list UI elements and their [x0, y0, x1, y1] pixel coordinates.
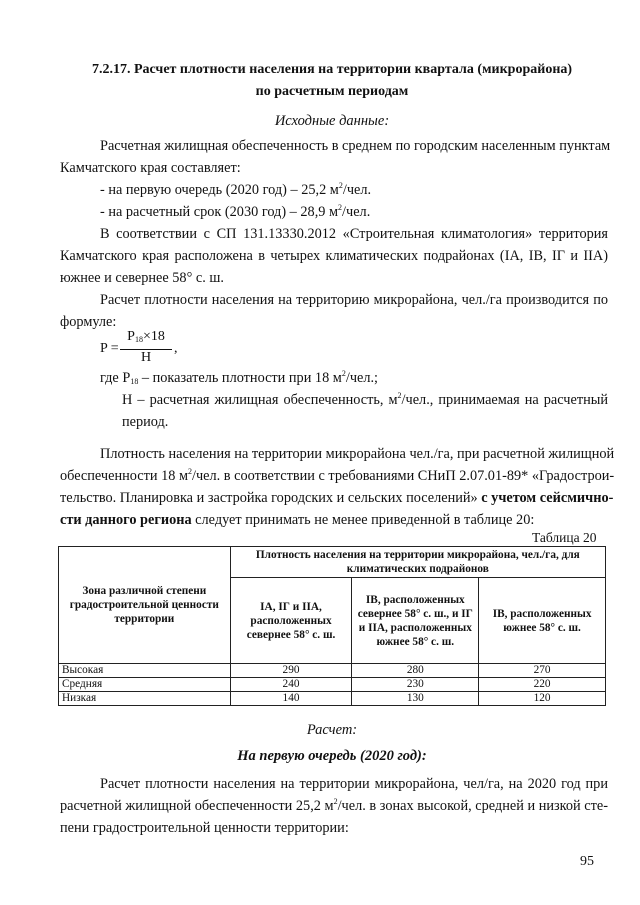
table-header-group: Плотность населения на территории микрорайона, чел./га, для климатических подрайонов — [230, 547, 605, 578]
formula-lhs: P = — [100, 341, 119, 356]
para5-line2-b: /чел. в зонах высокой, средней и низкой сте- — [337, 798, 608, 814]
table-cell-zone: Низкая — [59, 692, 231, 706]
list-item1-suffix: /чел. — [342, 182, 372, 198]
section-heading-line2: по расчетным периодам — [255, 84, 409, 99]
where-h-line1 — [122, 392, 608, 409]
list-item2-suffix: /чел. — [342, 204, 371, 220]
list-item-first-stage — [100, 182, 371, 199]
table-row — [59, 692, 606, 706]
formula-num-var: P — [127, 329, 135, 344]
para3-line1: Расчет плотности населения на территорию микрорайона, чел./га производится по — [100, 292, 608, 308]
para4-line1: Плотность населения на территории микрорайона чел./га, при расчетной жилищной — [100, 446, 615, 462]
where-p18-sub: 18 — [130, 377, 139, 386]
table-caption: Таблица 20 — [532, 530, 597, 545]
para5-line2-sup: 2 — [333, 797, 338, 806]
para4-line3 — [60, 490, 614, 507]
table-cell-value: 140 — [230, 692, 352, 706]
table-cell-value: 230 — [352, 678, 479, 692]
where-h-line2: период. — [122, 414, 169, 430]
where-h-suffix: /чел., принимаемая на расчетный — [401, 392, 608, 408]
para2-line1: В соответствии с СП 131.13330.2012 «Строительная климатология» территория — [100, 226, 608, 242]
para3-line2: формуле: — [60, 314, 117, 330]
density-formula — [100, 328, 220, 368]
formula-num-sub: 18 — [134, 335, 143, 344]
list-item1-text: - на первую очередь (2020 год) – 25,2 м — [100, 182, 339, 198]
para5-line2 — [60, 798, 608, 815]
para2-line2: Камчатского края расположена в четырех климатических подрайонах (IА, IВ, IГ и IIА) — [60, 248, 608, 264]
para4-line2-b: /чел. в соответствии с требованиями СНиП 2.07.01-89* «Градострои- — [192, 468, 615, 484]
formula-numerator — [120, 329, 172, 345]
table-cell-value: 280 — [352, 664, 479, 678]
list-item2-text: - на расчетный срок (2030 год) – 28,9 м — [100, 204, 339, 220]
para2-line3: южнее и севернее 58° с. ш. — [60, 270, 224, 286]
para1-line1: Расчетная жилищная обеспеченность в среднем по городским населенным пунктам — [100, 138, 611, 154]
para4-line2-sup: 2 — [188, 467, 193, 476]
table-cell-zone: Высокая — [59, 664, 231, 678]
table-header-col3: IВ, расположенных южнее 58° с. ш. — [479, 578, 606, 664]
where-p18-prefix: где P — [100, 370, 131, 386]
subtitle-input-data: Исходные данные: — [274, 113, 390, 129]
list-item-design-period — [100, 204, 370, 221]
para5-line1: Расчет плотности населения на территории микрорайона, чел/га, на 2020 год при — [100, 776, 608, 792]
density-table — [58, 546, 606, 706]
para4-line4-normal: следует принимать не менее приведенной в таблице 20: — [191, 512, 535, 528]
para5-line2-a: расчетной жилищной обеспеченности 25,2 м — [60, 798, 334, 814]
table-header-col2: IВ, расположенных севернее 58° с. ш., и IГ и IIА, расположенных южнее 58° с. ш. — [352, 578, 479, 664]
table-header-col1: IА, IГ и IIА, расположенных севернее 58° с. ш. — [230, 578, 352, 664]
table-header-zone: Зона различной степени градостроительной ценности территории — [59, 547, 231, 664]
formula-num-rest: ×18 — [142, 329, 165, 344]
table-cell-value: 270 — [479, 664, 606, 678]
table-cell-value: 130 — [352, 692, 479, 706]
where-p18-text: – показатель плотности при 18 м — [138, 370, 342, 386]
where-p18-line — [100, 370, 378, 387]
table-row — [59, 678, 606, 692]
formula-denominator: H — [140, 350, 152, 365]
table-cell-zone: Средняя — [59, 678, 231, 692]
para4-line2-a: обеспеченности 18 м — [60, 468, 189, 484]
table-cell-value: 240 — [230, 678, 352, 692]
para4-line3-normal: тельство. Планировка и застройка городских и сельских поселений» — [60, 490, 482, 506]
para5-line3: пени градостроительной ценности территории: — [60, 820, 349, 836]
table-row — [59, 664, 606, 678]
where-p18-sup: 2 — [341, 369, 346, 378]
formula-comma: , — [174, 341, 178, 356]
page-number: 95 — [580, 854, 594, 869]
para4-line4 — [60, 512, 534, 529]
table-cell-value: 290 — [230, 664, 352, 678]
table-cell-value: 120 — [479, 692, 606, 706]
para4-line2 — [60, 467, 615, 485]
table-cell-value: 220 — [479, 678, 606, 692]
para1-line2: Камчатского края составляет: — [60, 160, 241, 176]
list-item2-sup: 2 — [338, 203, 343, 212]
subtitle-calculation: Расчет: — [306, 722, 358, 738]
subtitle-first-stage: На первую очередь (2020 год): — [237, 748, 427, 764]
para4-line4-bold: сти данного региона — [60, 512, 192, 528]
where-p18-suffix: /чел.; — [345, 370, 379, 386]
section-heading-line1: 7.2.17. Расчет плотности населения на территории квартала (микрорайона) — [91, 62, 573, 77]
where-h-sup: 2 — [397, 391, 402, 400]
where-h-prefix: Н – расчетная жилищная обеспеченность, м — [122, 392, 398, 408]
list-item1-sup: 2 — [338, 181, 343, 190]
para4-line3-bold: с учетом сейсмично- — [481, 490, 614, 506]
